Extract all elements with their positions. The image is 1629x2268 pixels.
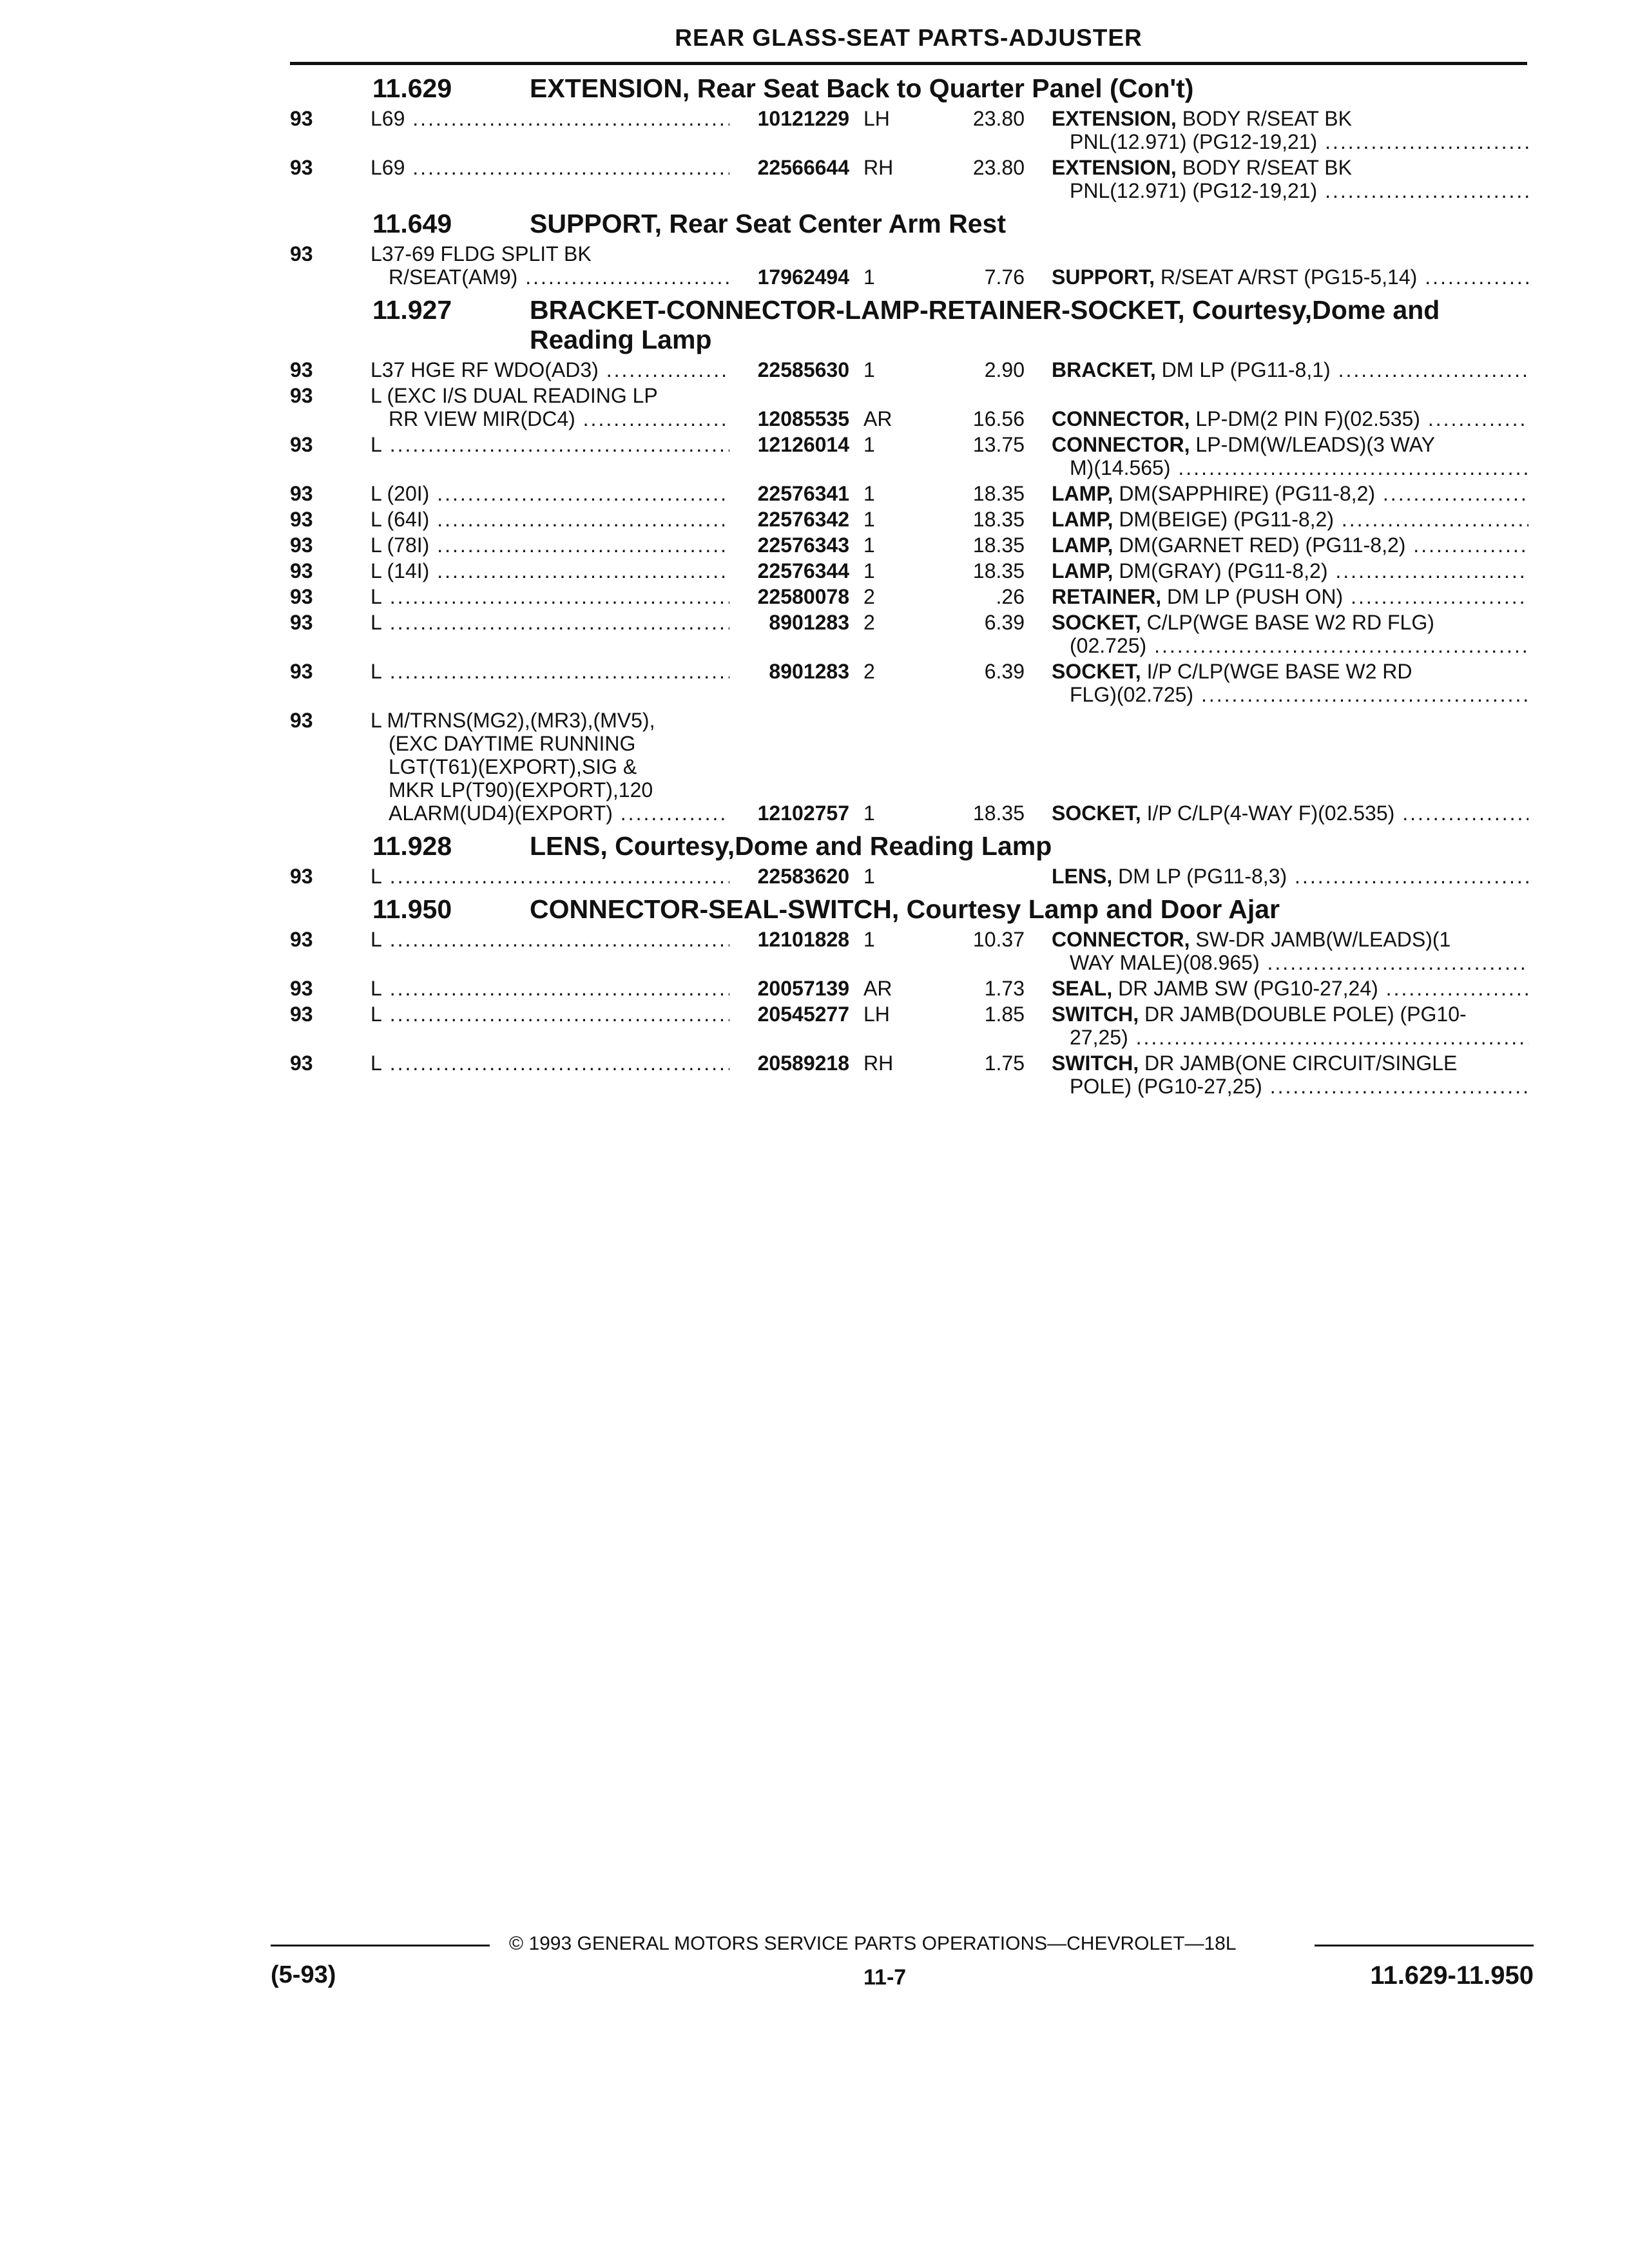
quantity: 2 (863, 660, 875, 683)
table-row (0, 482, 1629, 508)
section-title: EXTENSION, Rear Seat Back to Quarter Panel (Con't) (530, 73, 1194, 103)
section-heading (0, 291, 1629, 358)
usage-code-line: MKR LP(T90)(EXPORT),120 (389, 778, 653, 802)
part-description (1052, 482, 1528, 505)
part-number: 12102757 (729, 802, 849, 825)
usage-code (371, 433, 731, 456)
description-text: 27,25) (1070, 1026, 1128, 1049)
description-text: DR JAMB SW (PG10-27,24) (1112, 977, 1378, 1000)
price: 16.56 (972, 407, 1025, 430)
table-row (0, 865, 1629, 890)
description-text: DM(SAPPHIRE) (PG11-8,2) (1113, 482, 1376, 505)
table-row (0, 611, 1629, 660)
description-line (1052, 107, 1528, 130)
description-text: LP-DM(2 PIN F)(02.535) (1190, 407, 1420, 430)
usage-code-line: L69 ..... (371, 156, 731, 179)
description-keyword: CONNECTOR, (1052, 433, 1190, 456)
table-row (0, 433, 1629, 482)
price: 18.35 (972, 533, 1025, 557)
usage-code (371, 928, 731, 951)
usage-code-line: (EXC DAYTIME RUNNING (389, 732, 636, 755)
description-line (1052, 533, 1528, 557)
part-description (1052, 865, 1528, 888)
price: 18.35 (972, 559, 1025, 582)
page-footer (271, 1933, 1534, 2010)
usage-code-line: RR VIEW MIR(DC4) ..... (371, 407, 731, 430)
section-title: CONNECTOR-SEAL-SWITCH, Courtesy Lamp and Door Ajar (530, 894, 1280, 924)
part-description (1052, 1003, 1528, 1049)
part-description (1052, 559, 1528, 582)
quantity: RH (863, 1052, 894, 1075)
description-text: FLG)(02.725) (1070, 683, 1194, 706)
usage-code-line: L (EXC I/S DUAL READING LP (371, 384, 658, 407)
section-heading (0, 205, 1629, 242)
description-text: DM(BEIGE) (PG11-8,2) (1113, 508, 1334, 531)
usage-code-line: L ..... (371, 1003, 731, 1026)
table-row (0, 559, 1629, 585)
description-text: M)(14.565) (1070, 456, 1171, 479)
quantity: 1 (863, 802, 875, 825)
usage-code-line: L ..... (371, 611, 731, 634)
usage-code (371, 533, 731, 557)
page-number: 11-7 (863, 1965, 907, 1990)
description-text: C/LP(WGE BASE W2 RD FLG) (1141, 611, 1434, 634)
usage-code (371, 977, 731, 1000)
price: 1.73 (984, 977, 1025, 1000)
part-description (1052, 433, 1528, 479)
part-number: 22576341 (729, 482, 849, 505)
description-line (1052, 130, 1528, 153)
description-keyword: LAMP, (1052, 482, 1113, 505)
section-number: 11.927 (372, 295, 452, 325)
model-year: 93 (290, 1003, 313, 1026)
part-number: 12101828 (729, 928, 849, 951)
description-keyword: LAMP, (1052, 559, 1113, 582)
description-keyword: LAMP, (1052, 508, 1113, 531)
part-description (1052, 508, 1528, 531)
description-line (1052, 1003, 1528, 1026)
description-keyword: CONNECTOR, (1052, 928, 1190, 951)
part-description (1052, 802, 1528, 825)
usage-code-line: L37-69 FLDG SPLIT BK (371, 242, 592, 265)
model-year: 93 (290, 585, 313, 608)
section-title: LENS, Courtesy,Dome and Reading Lamp (530, 831, 1052, 861)
description-line (1052, 585, 1528, 608)
description-keyword: CONNECTOR, (1052, 407, 1190, 430)
description-text: BODY R/SEAT BK (1176, 107, 1352, 130)
quantity: 2 (863, 611, 875, 634)
description-text: I/P C/LP(4-WAY F)(02.535) (1141, 802, 1395, 825)
part-number: 20545277 (729, 1003, 849, 1026)
usage-code (371, 865, 731, 888)
usage-code-line: L ..... (371, 865, 731, 888)
description-text: DM LP (PG11-8,1) (1155, 358, 1331, 381)
description-keyword: EXTENSION, (1052, 156, 1177, 179)
usage-code (371, 611, 731, 634)
part-description (1052, 265, 1528, 289)
usage-code-line: L (14I) ..... (371, 559, 731, 582)
quantity: 1 (863, 865, 875, 888)
catalog-section (0, 70, 1629, 205)
quantity: 1 (863, 559, 875, 582)
part-description (1052, 407, 1528, 430)
quantity: 1 (863, 533, 875, 557)
description-line (1052, 1052, 1528, 1075)
section-number: 11.649 (372, 209, 452, 238)
table-row (0, 1003, 1629, 1052)
description-line (1052, 358, 1528, 381)
section-heading (0, 827, 1629, 865)
quantity: AR (863, 977, 892, 1000)
price: 13.75 (972, 433, 1025, 456)
model-year: 93 (290, 660, 313, 683)
part-number: 17962494 (729, 265, 849, 289)
description-text: DM(GRAY) (PG11-8,2) (1113, 559, 1328, 582)
description-line (1052, 156, 1528, 179)
part-description (1052, 107, 1528, 153)
part-number: 8901283 (729, 611, 849, 634)
model-year: 93 (290, 611, 313, 634)
usage-code (371, 1003, 731, 1026)
description-line (1052, 482, 1528, 505)
table-row (0, 660, 1629, 709)
quantity: LH (863, 1003, 890, 1026)
page-title: REAR GLASS-SEAT PARTS-ADJUSTER (675, 24, 1142, 51)
part-number: 22585630 (729, 358, 849, 381)
section-title: BRACKET-CONNECTOR-LAMP-RETAINER-SOCKET, Courtesy,Dome and Reading Lamp (530, 295, 1440, 354)
usage-code (371, 660, 731, 683)
description-line (1052, 977, 1528, 1000)
part-description (1052, 358, 1528, 381)
part-number: 8901283 (729, 660, 849, 683)
description-keyword: SWITCH, (1052, 1052, 1139, 1075)
part-description (1052, 611, 1528, 657)
footer-rule-right (1315, 1945, 1534, 1946)
model-year: 93 (290, 533, 313, 557)
table-row (0, 585, 1629, 611)
section-number: 11.950 (372, 894, 452, 924)
quantity: 1 (863, 482, 875, 505)
part-number: 10121229 (729, 107, 849, 130)
description-keyword: SWITCH, (1052, 1003, 1139, 1026)
part-description (1052, 533, 1528, 557)
description-line (1052, 865, 1528, 888)
usage-code-line: L (20I) ..... (371, 482, 731, 505)
copyright-notice: © 1993 GENERAL MOTORS SERVICE PARTS OPERATIONS—CHEVROLET—18L (509, 1933, 1237, 1954)
price: 23.80 (972, 107, 1025, 130)
table-row (0, 384, 1629, 433)
quantity: 1 (863, 433, 875, 456)
table-row (0, 1052, 1629, 1100)
price: 7.76 (984, 265, 1025, 289)
price: 10.37 (972, 928, 1025, 951)
description-text: DM(GARNET RED) (PG11-8,2) (1113, 533, 1406, 557)
catalog-section (0, 827, 1629, 890)
description-keyword: SEAL, (1052, 977, 1113, 1000)
description-line (1052, 508, 1528, 531)
parts-catalog (0, 70, 1629, 1100)
description-line (1052, 265, 1528, 289)
usage-code (371, 1052, 731, 1075)
usage-code (371, 242, 731, 289)
part-number: 22576344 (729, 559, 849, 582)
price: 6.39 (984, 611, 1025, 634)
model-year: 93 (290, 709, 313, 732)
table-row (0, 928, 1629, 977)
part-number: 20589218 (729, 1052, 849, 1075)
usage-code-line: L (64I) ..... (371, 508, 731, 531)
description-keyword: BRACKET, (1052, 358, 1156, 381)
description-line (1052, 928, 1528, 951)
description-keyword: SOCKET, (1052, 802, 1141, 825)
part-number: 22576343 (729, 533, 849, 557)
description-keyword: EXTENSION, (1052, 107, 1177, 130)
price: 1.85 (984, 1003, 1025, 1026)
model-year: 93 (290, 242, 313, 265)
description-text: PNL(12.971) (PG12-19,21) (1070, 179, 1318, 202)
usage-code-line: L ..... (371, 977, 731, 1000)
model-year: 93 (290, 559, 313, 582)
table-row (0, 242, 1629, 291)
description-keyword: SOCKET, (1052, 611, 1141, 634)
part-number: 12126014 (729, 433, 849, 456)
description-line (1052, 660, 1528, 683)
quantity: 1 (863, 508, 875, 531)
model-year: 93 (290, 977, 313, 1000)
description-text: DR JAMB(ONE CIRCUIT/SINGLE (1139, 1052, 1458, 1075)
price: 2.90 (984, 358, 1025, 381)
quantity: LH (863, 107, 890, 130)
usage-code-line: L69 ..... (371, 107, 731, 130)
section-number: 11.629 (372, 73, 452, 103)
table-row (0, 977, 1629, 1003)
part-description (1052, 156, 1528, 202)
description-text: (02.725) (1070, 634, 1147, 657)
usage-code-line: L ..... (371, 928, 731, 951)
section-heading (0, 890, 1629, 928)
model-year: 93 (290, 865, 313, 888)
part-description (1052, 928, 1528, 974)
usage-code (371, 384, 731, 430)
part-number: 22576342 (729, 508, 849, 531)
description-line (1052, 1075, 1528, 1098)
quantity: 2 (863, 585, 875, 608)
quantity: 1 (863, 928, 875, 951)
usage-code (371, 107, 731, 130)
price: 18.35 (972, 508, 1025, 531)
model-year: 93 (290, 358, 313, 381)
table-row (0, 709, 1629, 827)
description-text: SW-DR JAMB(W/LEADS)(1 (1190, 928, 1451, 951)
quantity: AR (863, 407, 892, 430)
page-header (290, 24, 1527, 65)
catalog-section (0, 890, 1629, 1100)
model-year: 93 (290, 482, 313, 505)
footer-rule-left (271, 1945, 490, 1946)
part-number: 22583620 (729, 865, 849, 888)
description-line (1052, 611, 1528, 634)
description-line (1052, 634, 1528, 657)
table-row (0, 533, 1629, 559)
description-text: DM LP (PUSH ON) (1161, 585, 1344, 608)
usage-code-line: LGT(T61)(EXPORT),SIG & (389, 755, 637, 778)
description-line (1052, 683, 1528, 706)
part-description (1052, 977, 1528, 1000)
description-text: BODY R/SEAT BK (1176, 156, 1352, 179)
price: 1.75 (984, 1052, 1025, 1075)
table-row (0, 156, 1629, 205)
description-text: DR JAMB(DOUBLE POLE) (PG10- (1139, 1003, 1467, 1026)
usage-code-line: L ..... (371, 433, 731, 456)
usage-code (371, 585, 731, 608)
part-description (1052, 660, 1528, 706)
model-year: 93 (290, 928, 313, 951)
usage-code-line: L37 HGE RF WDO(AD3) ..... (371, 358, 731, 381)
part-description (1052, 1052, 1528, 1098)
usage-code-line: L ..... (371, 585, 731, 608)
description-text: LP-DM(W/LEADS)(3 WAY (1190, 433, 1435, 456)
description-line (1052, 951, 1528, 974)
revision-date: (5-93) (271, 1961, 336, 1988)
price: .26 (996, 585, 1025, 608)
description-line (1052, 407, 1528, 430)
quantity: 1 (863, 358, 875, 381)
description-line (1052, 1026, 1528, 1049)
description-text: PNL(12.971) (PG12-19,21) (1070, 130, 1318, 153)
model-year: 93 (290, 433, 313, 456)
quantity: 1 (863, 265, 875, 289)
description-text: DM LP (PG11-8,3) (1112, 865, 1287, 888)
description-text: R/SEAT A/RST (PG15-5,14) (1155, 265, 1418, 289)
section-number: 11.928 (372, 831, 452, 861)
description-keyword: LENS, (1052, 865, 1113, 888)
usage-code-line: ALARM(UD4)(EXPORT) ..... (371, 802, 731, 825)
quantity: RH (863, 156, 894, 179)
description-keyword: RETAINER, (1052, 585, 1162, 608)
usage-code-line: L ..... (371, 1052, 731, 1075)
part-number: 12085535 (729, 407, 849, 430)
description-line (1052, 802, 1528, 825)
usage-code (371, 508, 731, 531)
model-year: 93 (290, 384, 313, 407)
section-heading (0, 70, 1629, 107)
model-year: 93 (290, 156, 313, 179)
usage-code-line: L M/TRNS(MG2),(MR3),(MV5), (371, 709, 655, 732)
usage-code (371, 156, 731, 179)
part-description (1052, 585, 1528, 608)
table-row (0, 508, 1629, 533)
part-number: 22580078 (729, 585, 849, 608)
price: 18.35 (972, 802, 1025, 825)
usage-code-line: L ..... (371, 660, 731, 683)
description-line (1052, 456, 1528, 479)
description-keyword: SOCKET, (1052, 660, 1141, 683)
table-row (0, 107, 1629, 156)
usage-code (371, 709, 731, 825)
model-year: 93 (290, 107, 313, 130)
usage-code-line: R/SEAT(AM9) ..... (371, 265, 731, 289)
part-number: 20057139 (729, 977, 849, 1000)
description-line (1052, 179, 1528, 202)
table-row (0, 358, 1629, 384)
description-text: WAY MALE)(08.965) (1070, 951, 1260, 974)
part-number: 22566644 (729, 156, 849, 179)
description-text: I/P C/LP(WGE BASE W2 RD (1141, 660, 1412, 683)
usage-code-line: L (78I) ..... (371, 533, 731, 557)
model-year: 93 (290, 508, 313, 531)
price: 23.80 (972, 156, 1025, 179)
model-year: 93 (290, 1052, 313, 1075)
usage-code (371, 358, 731, 381)
description-line (1052, 559, 1528, 582)
catalog-section (0, 291, 1629, 827)
price: 18.35 (972, 482, 1025, 505)
catalog-section (0, 205, 1629, 291)
description-line (1052, 433, 1528, 456)
description-keyword: SUPPORT, (1052, 265, 1155, 289)
section-range: 11.629-11.950 (1370, 1961, 1534, 1990)
price: 6.39 (984, 660, 1025, 683)
usage-code (371, 482, 731, 505)
description-text: POLE) (PG10-27,25) (1070, 1075, 1262, 1098)
section-title: SUPPORT, Rear Seat Center Arm Rest (530, 209, 1007, 238)
description-keyword: LAMP, (1052, 533, 1113, 557)
usage-code (371, 559, 731, 582)
